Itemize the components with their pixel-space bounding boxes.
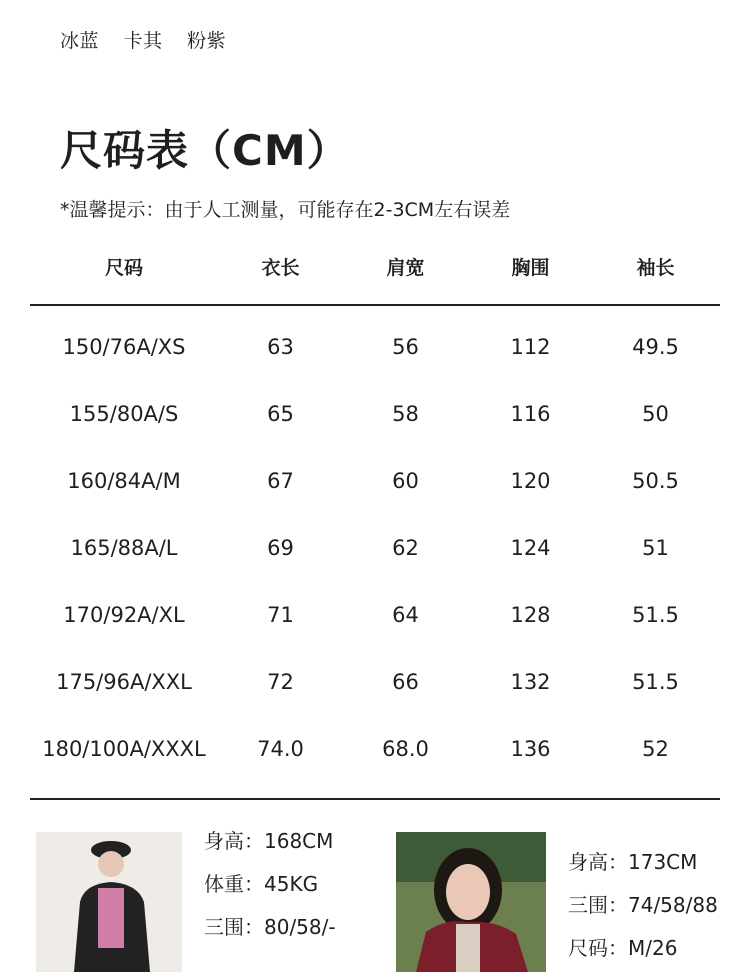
table-cell: 120 [510,468,551,493]
table-cell: 62 [392,535,419,560]
table-cell: 49.5 [632,334,679,359]
model-2-measurements: 三围：74/58/88 [568,893,718,917]
table-cell: 136 [510,736,551,761]
table-row [30,380,720,447]
table-cell: 71 [267,602,294,627]
table-cell: 155/80A/S [69,401,179,426]
table-cell: 165/88A/L [70,535,178,560]
table-cell: 68.0 [382,736,429,761]
table-cell: 160/84A/M [67,468,181,493]
table-cell: 124 [510,535,551,560]
table-cell: 63 [267,334,294,359]
table-cell: 51.5 [632,602,679,627]
model-info-1 [204,826,336,955]
table-cell: 56 [392,334,419,359]
table-cell: 50.5 [632,468,679,493]
table-row [30,447,720,514]
model-1-measurements: 三围：80/58/- [204,915,336,939]
table-cell: 50 [642,401,669,426]
table-cell: 170/92A/XL [63,602,185,627]
table-row [30,313,720,380]
color-option-khaki: 卡其 [123,30,163,52]
model-2-size: 尺码：M/26 [568,936,678,960]
table-cell: 128 [510,602,551,627]
table-cell: 132 [510,669,551,694]
table-header [30,240,720,292]
model-1-weight: 体重：45KG [204,872,319,896]
model-info-2 [568,847,718,976]
table-cell: 58 [392,401,419,426]
table-cell: 72 [267,669,294,694]
header-sleeve: 袖长 [636,256,675,279]
table-cell: 180/100A/XXXL [42,736,206,761]
table-cell: 150/76A/XS [62,334,186,359]
color-option-ice-blue: 冰蓝 [60,30,100,52]
table-cell: 52 [642,736,669,761]
model-photo-2 [396,832,546,972]
color-option-pink-purple: 粉紫 [187,30,227,52]
table-cell: 175/96A/XXL [56,669,192,694]
table-cell: 67 [267,468,294,493]
table-cell: 64 [392,602,419,627]
header-length: 衣长 [261,256,300,279]
table-cell: 112 [510,334,551,359]
page-title: 尺码表（CM） [60,126,350,175]
size-table [30,240,720,782]
model-2-height: 身高：173CM [568,850,698,874]
table-cell: 66 [392,669,419,694]
table-top-divider [30,304,720,306]
table-row [30,581,720,648]
table-cell: 69 [267,535,294,560]
table-row [30,514,720,581]
table-cell: 74.0 [257,736,304,761]
table-bottom-divider [30,798,720,800]
table-cell: 116 [510,401,551,426]
model-photo-1 [36,832,182,972]
header-shoulder: 肩宽 [386,256,425,279]
model-1-height: 身高：168CM [204,829,334,853]
table-cell: 60 [392,468,419,493]
header-size: 尺码 [104,256,143,279]
table-cell: 65 [267,401,294,426]
table-row [30,715,720,782]
header-chest: 胸围 [511,256,550,279]
table-cell: 51.5 [632,669,679,694]
measurement-tip: *温馨提示：由于人工测量，可能存在2-3CM左右误差 [60,199,511,221]
table-row [30,648,720,715]
table-cell: 51 [642,535,669,560]
color-options [60,26,244,53]
